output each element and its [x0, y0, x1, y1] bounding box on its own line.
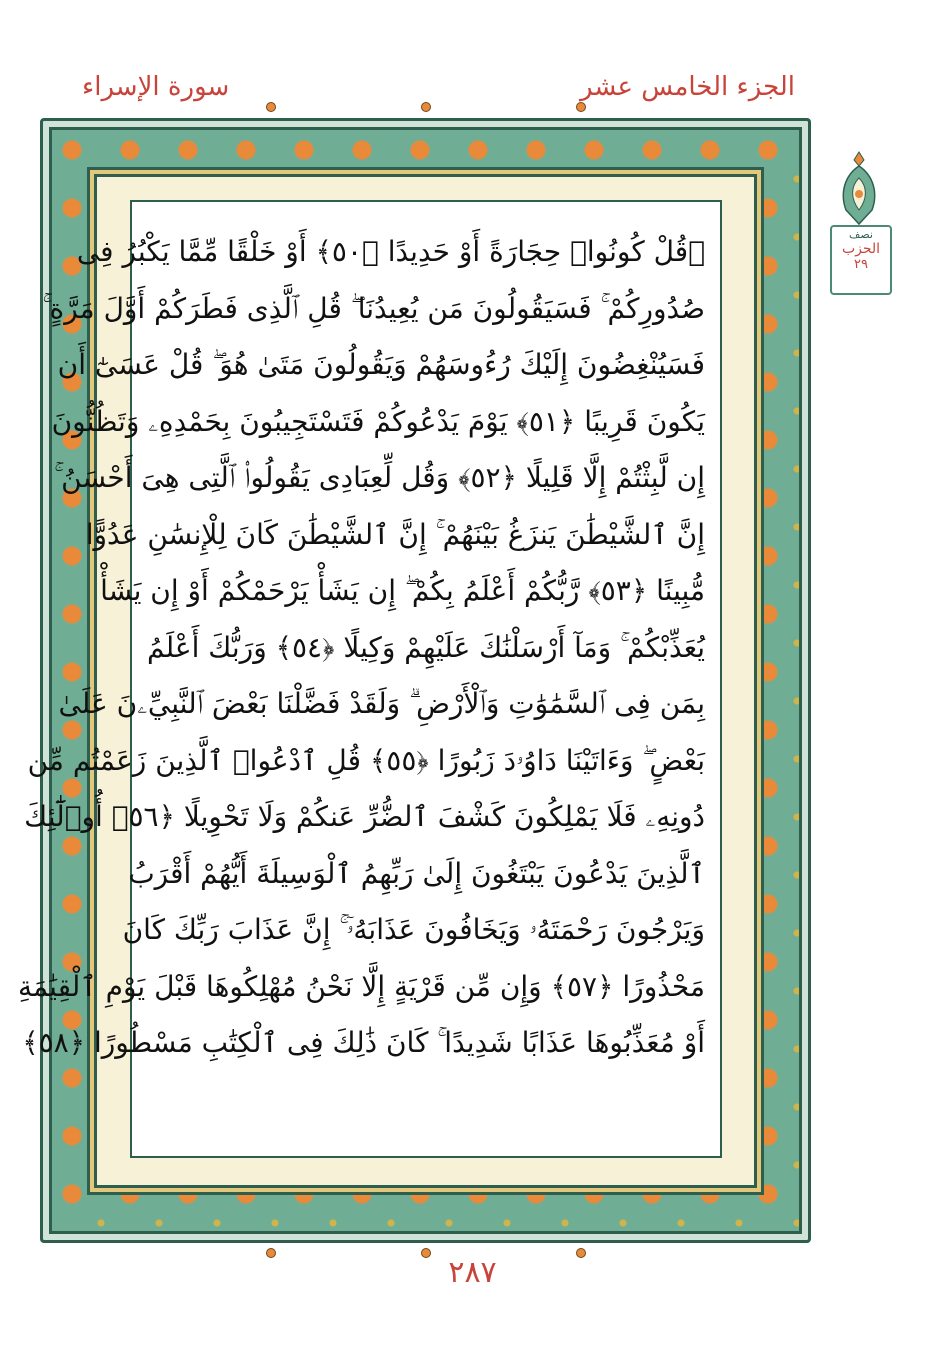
text-line: مَحْذُورًا ﴿٥٧﴾ وَإِن مِّن قَرْيَةٍ إِلَّا نَحْنُ مُهْلِكُوهَا قَبْلَ يَوْمِ ٱلْقِيَٰمَةِ [17, 969, 705, 1003]
text-line: بِمَن فِى ٱلسَّمَٰوَٰتِ وَٱلْأَرْضِ ۗ وَلَقَدْ فَضَّلْنَا بَعْضَ ٱلنَّبِيِّۦنَ عَلَىٰ [58, 687, 705, 720]
text-line: بَعْضٍ ۖ وَءَاتَيْنَا دَاوُۥدَ زَبُورًا ﴿٥٥﴾ قُلِ ٱدْعُوا۟ ٱلَّذِينَ زَعَمْتُم مِّن [27, 743, 705, 777]
text-line: دُونِهِۦ فَلَا يَمْلِكُونَ كَشْفَ ٱلضُّرِّ عَنكُمْ وَلَا تَحْوِيلًا ﴿٥٦﴾ أُو۟لَٰٓئِكَ [24, 800, 705, 833]
text-line: مُّبِينًا ﴿٥٣﴾ رَّبُّكُمْ أَعْلَمُ بِكُمْ ۖ إِن يَشَأْ يَرْحَمْكُمْ أَوْ إِن يَشَأْ [100, 574, 705, 607]
quran-text [17, 224, 705, 1072]
hizb-number: ٢٩ [854, 257, 868, 272]
text-line: إِنَّ ٱلشَّيْطَٰنَ يَنزَغُ بَيْنَهُمْ ۚ إِنَّ ٱلشَّيْطَٰنَ كَانَ لِلْإِنسَٰنِ عَدُوًّا [85, 517, 705, 551]
text-line: فَسَيُنْغِضُونَ إِلَيْكَ رُءُوسَهُمْ وَيَقُولُونَ مَتَىٰ هُوَ ۖ قُلْ عَسَىٰٓ أَن [57, 348, 705, 381]
page-number: ٢٨٧ [448, 1255, 497, 1290]
hizb-marker [830, 225, 892, 295]
text-line: أَوْ مُعَذِّبُوهَا عَذَابًا شَدِيدًا ۚ كَانَ ذَٰلِكَ فِى ٱلْكِتَٰبِ مَسْطُورًا ﴿٥٨﴾ [22, 1026, 705, 1059]
text-line: صُدُورِكُمْ ۚ فَسَيَقُولُونَ مَن يُعِيدُنَا ۖ قُلِ ٱلَّذِى فَطَرَكُمْ أَوَّلَ مَرَّةٍ ۚ [42, 291, 705, 325]
text-line: إِن لَّبِثْتُمْ إِلَّا قَلِيلًا ﴿٥٢﴾ وَقُل لِّعِبَادِى يَقُولُوا۟ ٱلَّتِى هِىَ أَحْسَنُ ۚ [54, 461, 705, 494]
juz-title: الجزء الخامس عشر [579, 72, 795, 102]
surah-title: سورة الإسراء [82, 72, 230, 102]
hizb-label: الحزب [841, 241, 881, 257]
hizb-label-top: نصف [849, 228, 873, 241]
text-line: ۞قُلْ كُونُوا۟ حِجَارَةً أَوْ حَدِيدًا ﴿٥٠﴾ أَوْ خَلْقًا مِّمَّا يَكْبُرُ فِى [76, 235, 705, 268]
text-line: ٱلَّذِينَ يَدْعُونَ يَبْتَغُونَ إِلَىٰ رَبِّهِمُ ٱلْوَسِيلَةَ أَيُّهُمْ أَقْرَبُ [128, 856, 705, 890]
frame-ornament-icon [576, 102, 586, 112]
text-line: وَيَرْجُونَ رَحْمَتَهُۥ وَيَخَافُونَ عَذَابَهُۥٓ ۚ إِنَّ عَذَابَ رَبِّكَ كَانَ [122, 913, 705, 946]
text-line: يَكُونَ قَرِيبًا ﴿٥١﴾ يَوْمَ يَدْعُوكُمْ فَتَسْتَجِيبُونَ بِحَمْدِهِۦ وَتَظُنُّونَ [51, 404, 705, 438]
frame-ornament-icon [421, 102, 431, 112]
frame-ornament-icon [266, 102, 276, 112]
hizb-ornament-icon [838, 150, 880, 230]
text-line: يُعَذِّبْكُمْ ۚ وَمَآ أَرْسَلْنَٰكَ عَلَيْهِمْ وَكِيلًا ﴿٥٤﴾ وَرَبُّكَ أَعْلَمُ [146, 630, 705, 664]
